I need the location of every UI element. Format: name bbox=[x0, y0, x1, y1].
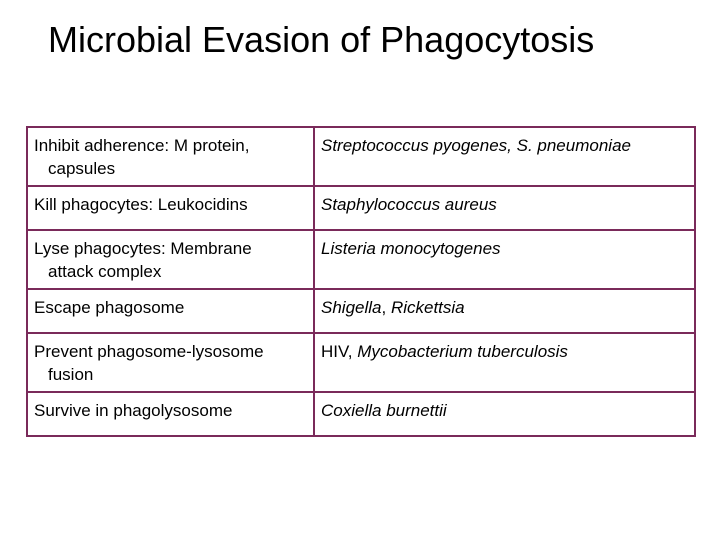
evasion-table-body bbox=[27, 127, 695, 436]
slide-title: Microbial Evasion of Phagocytosis bbox=[48, 19, 595, 60]
organism-cell bbox=[314, 230, 695, 289]
mechanism-cell bbox=[27, 289, 314, 333]
mechanism-line-1: Kill phagocytes: Leukocidins bbox=[34, 195, 248, 214]
table-row bbox=[27, 289, 695, 333]
mechanism-cell bbox=[27, 230, 314, 289]
mechanism-line-2: attack complex bbox=[48, 262, 162, 281]
mechanism-line-2: fusion bbox=[48, 365, 94, 384]
organism-separator: HIV, bbox=[321, 342, 358, 361]
organism-cell bbox=[314, 127, 695, 186]
organism-name: Coxiella burnettii bbox=[321, 401, 447, 420]
mechanism-line-1: Survive in phagolysosome bbox=[34, 401, 233, 420]
mechanism-cell bbox=[27, 127, 314, 186]
organism-cell bbox=[314, 333, 695, 392]
table-row bbox=[27, 186, 695, 230]
mechanism-line-1: Inhibit adherence: M protein, bbox=[34, 136, 250, 155]
mechanism-line-1: Escape phagosome bbox=[34, 298, 185, 317]
organism-name: Rickettsia bbox=[390, 298, 465, 317]
organism-separator: , bbox=[381, 298, 391, 317]
table-row bbox=[27, 230, 695, 289]
mechanism-cell bbox=[27, 392, 314, 436]
organism-cell bbox=[314, 186, 695, 230]
organism-cell bbox=[314, 289, 695, 333]
mechanism-cell bbox=[27, 333, 314, 392]
mechanism-line-1: Prevent phagosome-lysosome bbox=[34, 342, 264, 361]
organism-name: Mycobacterium tuberculosis bbox=[357, 342, 568, 361]
organism-name: Shigella bbox=[321, 298, 382, 317]
organism-cell bbox=[314, 392, 695, 436]
mechanism-line-2: capsules bbox=[48, 159, 116, 178]
mechanism-cell bbox=[27, 186, 314, 230]
evasion-table bbox=[26, 126, 696, 437]
organism-name: Listeria monocytogenes bbox=[321, 239, 501, 258]
table-row bbox=[27, 333, 695, 392]
table-row bbox=[27, 127, 695, 186]
organism-name: Streptococcus pyogenes, S. pneumoniae bbox=[321, 136, 631, 155]
table-row bbox=[27, 392, 695, 436]
mechanism-line-1: Lyse phagocytes: Membrane bbox=[34, 239, 252, 258]
organism-name: Staphylococcus aureus bbox=[321, 195, 497, 214]
